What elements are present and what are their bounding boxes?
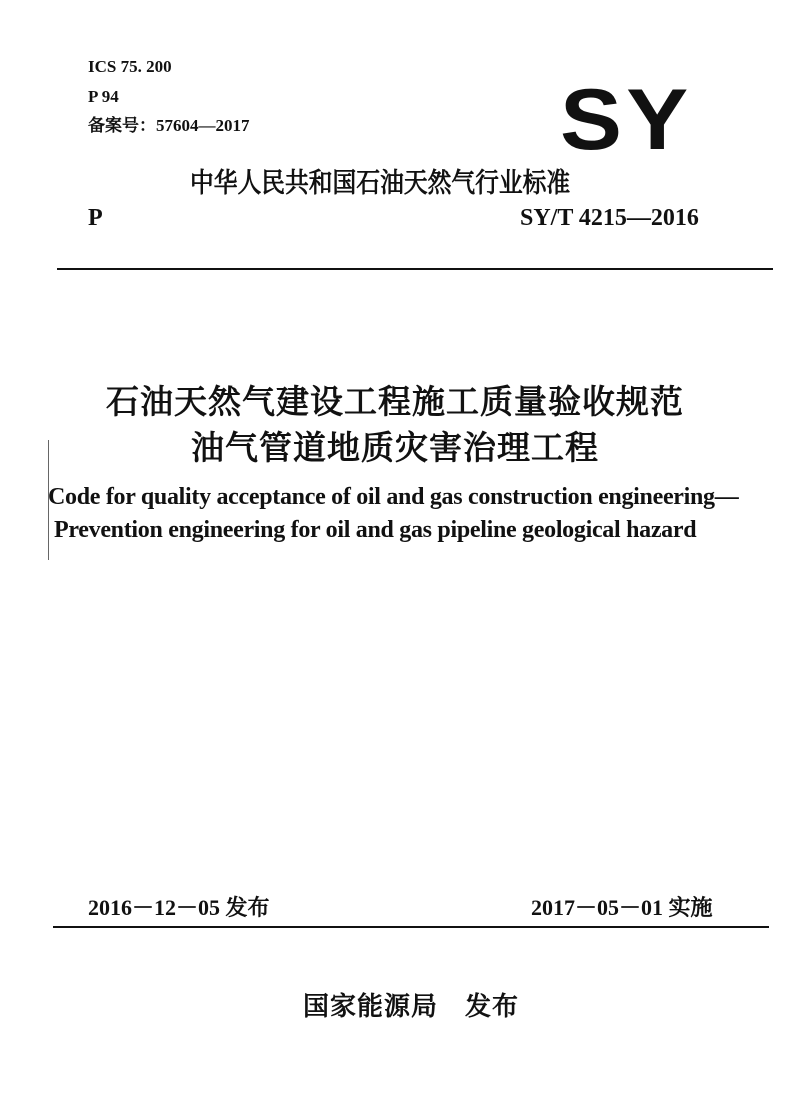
industry-standard-title: 中华人民共和国石油天然气行业标准 [190, 168, 571, 199]
title-zh-line1: 石油天然气建设工程施工质量验收规范 [106, 382, 684, 421]
sy-logo: SY [560, 72, 693, 168]
issue-date: 2016－12－05 发布 [88, 895, 270, 920]
top-divider [57, 268, 773, 270]
category-code: P 94 [88, 87, 119, 106]
title-en-line2: Prevention engineering for oil and gas pipeline geological hazard [54, 517, 697, 543]
classification-letter: P [88, 205, 103, 231]
issuing-authority: 国家能源局 发布 [303, 992, 520, 1022]
title-zh-line2: 油气管道地质灾害治理工程 [191, 428, 599, 467]
standard-code: SY/T 4215—2016 [520, 205, 699, 231]
record-number: 备案号：57604—2017 [88, 116, 250, 135]
implementation-date: 2017－05－01 实施 [531, 895, 713, 920]
ics-code: ICS 75. 200 [88, 57, 172, 76]
title-en-line1: Code for quality acceptance of oil and gas construction engineering— [48, 484, 739, 510]
bottom-divider [53, 926, 769, 928]
